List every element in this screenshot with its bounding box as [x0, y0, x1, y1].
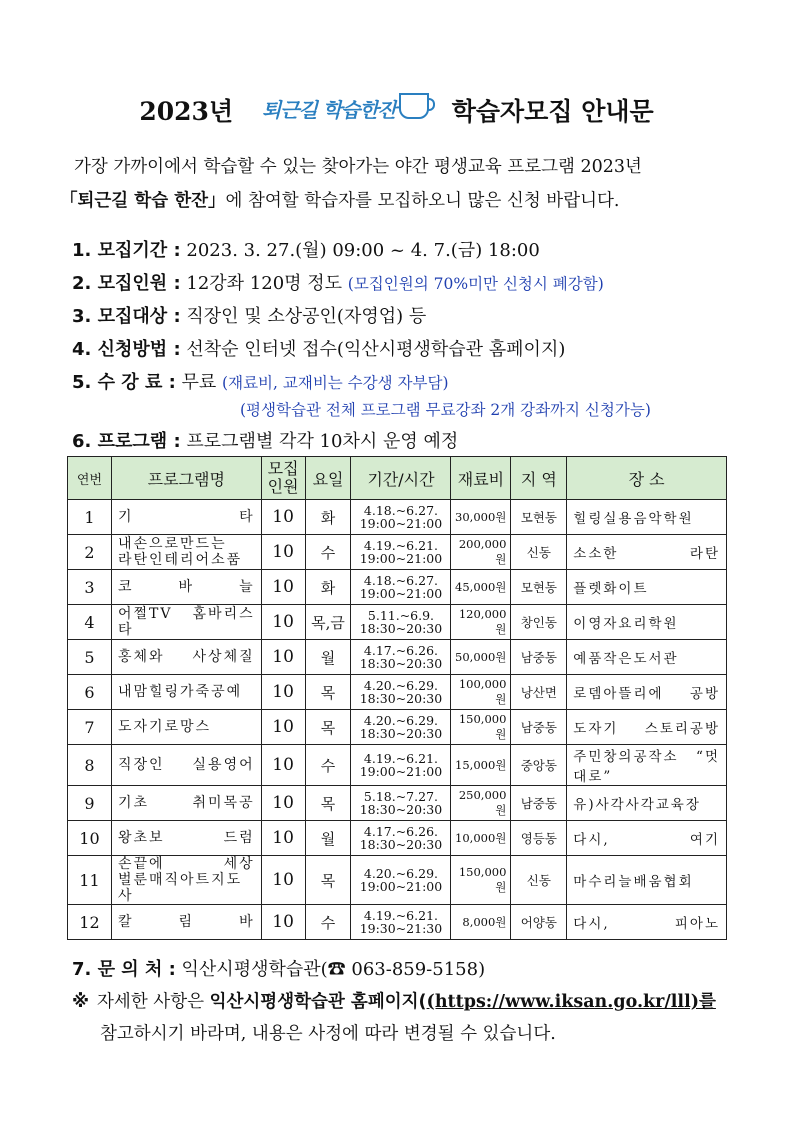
header-cell: 프로그램명: [111, 457, 261, 500]
table-cell: 10,000원: [451, 821, 511, 856]
table-cell: 목: [305, 856, 351, 905]
table-cell: 어쩔TV 홈바리스타: [111, 605, 261, 640]
header-cell: 요일: [305, 457, 351, 500]
table-cell: 다시, 피아노: [567, 905, 727, 940]
table-cell: 150,000원: [451, 856, 511, 905]
table-cell: 남중동: [511, 640, 567, 675]
table-cell: 중앙동: [511, 745, 567, 786]
table-cell: 10: [261, 570, 305, 605]
table-cell: 화: [305, 500, 351, 535]
table-cell: 목: [305, 710, 351, 745]
table-cell: 10: [261, 821, 305, 856]
table-cell: 4.20.~6.29. 18:30~20:30: [351, 675, 451, 710]
table-cell: 남중동: [511, 786, 567, 821]
table-cell: 4.19.~6.21. 19:00~21:00: [351, 745, 451, 786]
table-cell: 다시, 여기: [567, 821, 727, 856]
table-cell: 4: [68, 605, 112, 640]
table-row: [68, 500, 727, 535]
table-cell: 4.19.~6.21. 19:30~21:30: [351, 905, 451, 940]
table-cell: 120,000원: [451, 605, 511, 640]
table-row: [68, 710, 727, 745]
table-cell: 수: [305, 905, 351, 940]
table-cell: 기초 취미목공: [111, 786, 261, 821]
table-row: [68, 856, 727, 905]
intro-brand: 「퇴근길 학습 한잔」: [60, 191, 226, 211]
note-mark: ※: [72, 992, 90, 1012]
table-cell: 10: [261, 535, 305, 570]
title-year: 2023년: [139, 97, 234, 126]
table-cell: 낭산면: [511, 675, 567, 710]
table-row: [68, 905, 727, 940]
table-cell: 4.20.~6.29. 19:00~21:00: [351, 856, 451, 905]
table-cell: 3: [68, 570, 112, 605]
table-cell: 4.18.~6.27. 19:00~21:00: [351, 500, 451, 535]
table-cell: 8,000원: [451, 905, 511, 940]
table-cell: 11: [68, 856, 112, 905]
table-cell: 30,000원: [451, 500, 511, 535]
table-cell: 45,000원: [451, 570, 511, 605]
table-cell: 150,000원: [451, 710, 511, 745]
table-cell: 200,000원: [451, 535, 511, 570]
table-cell: 5.18.~7.27. 18:30~20:30: [351, 786, 451, 821]
table-cell: 코 바 늘: [111, 570, 261, 605]
table-cell: 7: [68, 710, 112, 745]
header-cell: 재료비: [451, 457, 511, 500]
table-cell: 이영자요리학원: [567, 605, 727, 640]
table-row: [68, 786, 727, 821]
table-cell: 신동: [511, 535, 567, 570]
table-cell: 9: [68, 786, 112, 821]
table-cell: 5: [68, 640, 112, 675]
table-cell: 로뎀아뜰리에 공방: [567, 675, 727, 710]
table-cell: 250,000원: [451, 786, 511, 821]
table-row: [68, 640, 727, 675]
intro-line-1: 가장 가까이에서 학습할 수 있는 찾아가는 야간 평생교육 프로그램 2023년: [74, 157, 642, 177]
table-cell: 마수리늘배움협회: [567, 856, 727, 905]
header-cell: 모집 인원: [261, 457, 305, 500]
table-cell: 신동: [511, 856, 567, 905]
table-cell: 힐링실용음악학원: [567, 500, 727, 535]
table-cell: 15,000원: [451, 745, 511, 786]
program-table: [67, 456, 727, 940]
table-row: [68, 675, 727, 710]
header-cell: 지 역: [511, 457, 567, 500]
item-program: 6. 프로그램 : 프로그램별 각각 10차시 운영 예정: [72, 431, 459, 452]
table-cell: 목: [305, 786, 351, 821]
table-cell: 화: [305, 570, 351, 605]
table-cell: 10: [261, 710, 305, 745]
table-cell: 4.18.~6.27. 19:00~21:00: [351, 570, 451, 605]
header-cell: 기간/시간: [351, 457, 451, 500]
table-cell: 남중동: [511, 710, 567, 745]
table-cell: 목,금: [305, 605, 351, 640]
table-cell: 10: [261, 605, 305, 640]
table-cell: 10: [261, 745, 305, 786]
table-cell: 목: [305, 675, 351, 710]
table-cell: 칼 림 바: [111, 905, 261, 940]
table-cell: 플렛화이트: [567, 570, 727, 605]
homepage-link[interactable]: (https://www.iksan.go.kr/lll)를: [426, 992, 716, 1012]
table-cell: 6: [68, 675, 112, 710]
table-cell: 8: [68, 745, 112, 786]
table-cell: 영등동: [511, 821, 567, 856]
table-cell: 창인동: [511, 605, 567, 640]
item-period: 1. 모집기간 : 2023. 3. 27.(월) 09:00 ~ 4. 7.(금) 18:00: [72, 240, 540, 261]
table-cell: 10: [261, 500, 305, 535]
table-cell: 10: [261, 905, 305, 940]
table-row: [68, 605, 727, 640]
table-cell: 도자기로망스: [111, 710, 261, 745]
item-method: 4. 신청방법 : 선착순 인터넷 접수(익산시평생학습관 홈페이지): [72, 339, 566, 360]
table-cell: 4.19.~6.21. 19:00~21:00: [351, 535, 451, 570]
table-cell: 4.20.~6.29. 18:30~20:30: [351, 710, 451, 745]
table-cell: 주민창의공작소 “멋대로”: [567, 745, 727, 786]
table-cell: 100,000원: [451, 675, 511, 710]
table-cell: 4.17.~6.26. 18:30~20:30: [351, 821, 451, 856]
table-cell: 기 타: [111, 500, 261, 535]
table-cell: 10: [261, 856, 305, 905]
item-capacity: 2. 모집인원 : 12강좌 120명 정도 (모집인원의 70%미만 신청시 폐강함): [72, 273, 604, 294]
note-line-2: 참고하시기 바라며, 내용은 사정에 따라 변경될 수 있습니다.: [100, 1024, 556, 1044]
table-cell: 도자기 스토리공방: [567, 710, 727, 745]
table-row: [68, 535, 727, 570]
table-cell: 월: [305, 640, 351, 675]
table-cell: 유)사각사각교육장: [567, 786, 727, 821]
table-cell: 모현동: [511, 500, 567, 535]
table-cell: 내손으로만드는 라탄인테리어소품: [111, 535, 261, 570]
table-cell: 예품작은도서관: [567, 640, 727, 675]
table-cell: 손끝에 세상 벌룬매직아트지도사: [111, 856, 261, 905]
table-cell: 12: [68, 905, 112, 940]
table-cell: 내맘힐링가죽공예: [111, 675, 261, 710]
table-cell: 어양동: [511, 905, 567, 940]
table-cell: 10: [261, 675, 305, 710]
intro-line-2: 에 참여할 학습자를 모집하오니 많은 신청 바랍니다.: [225, 191, 620, 211]
table-cell: 1: [68, 500, 112, 535]
table-cell: 50,000원: [451, 640, 511, 675]
table-row: [68, 821, 727, 856]
cup-icon: [399, 93, 429, 119]
table-cell: 수: [305, 745, 351, 786]
table-row: [68, 570, 727, 605]
table-cell: 5.11.~6.9. 18:30~20:30: [351, 605, 451, 640]
item-fee: 5. 수 강 료 : 무료 (재료비, 교재비는 수강생 자부담): [72, 372, 449, 393]
header-cell: 연번: [68, 457, 112, 500]
table-cell: 10: [261, 640, 305, 675]
table-header-row: [68, 457, 727, 500]
contact-line: 7. 문 의 처 : 익산시평생학습관(☎ 063-859-5158): [72, 959, 486, 980]
table-cell: 모현동: [511, 570, 567, 605]
header-cell: 장 소: [567, 457, 727, 500]
page-title: [0, 92, 793, 128]
brand-logo: 퇴근길 학습한잔: [262, 93, 429, 123]
item-target: 3. 모집대상 : 직장인 및 소상공인(자영업) 등: [72, 306, 427, 327]
table-cell: 10: [68, 821, 112, 856]
table-row: [68, 745, 727, 786]
fee-note: (평생학습관 전체 프로그램 무료강좌 2개 강좌까지 신청가능): [240, 401, 651, 419]
table-cell: 소소한 라탄: [567, 535, 727, 570]
table-cell: 왕초보 드럼: [111, 821, 261, 856]
title-main: 학습자모집 안내문: [451, 97, 654, 126]
table-cell: 4.17.~6.26. 18:30~20:30: [351, 640, 451, 675]
table-cell: 2: [68, 535, 112, 570]
table-cell: 10: [261, 786, 305, 821]
footer-note: ※ 자세한 사항은 익산시평생학습관 홈페이지((https://www.iksan.go.kr/lll)를 참고하시기 바라며, 내용은 사정에 따라 변경될 수 있습니다.: [72, 986, 752, 1050]
table-cell: 직장인 실용영어: [111, 745, 261, 786]
table-cell: 월: [305, 821, 351, 856]
intro-paragraph: [60, 150, 740, 218]
table-cell: 수: [305, 535, 351, 570]
table-cell: 홍체와 사상체질: [111, 640, 261, 675]
